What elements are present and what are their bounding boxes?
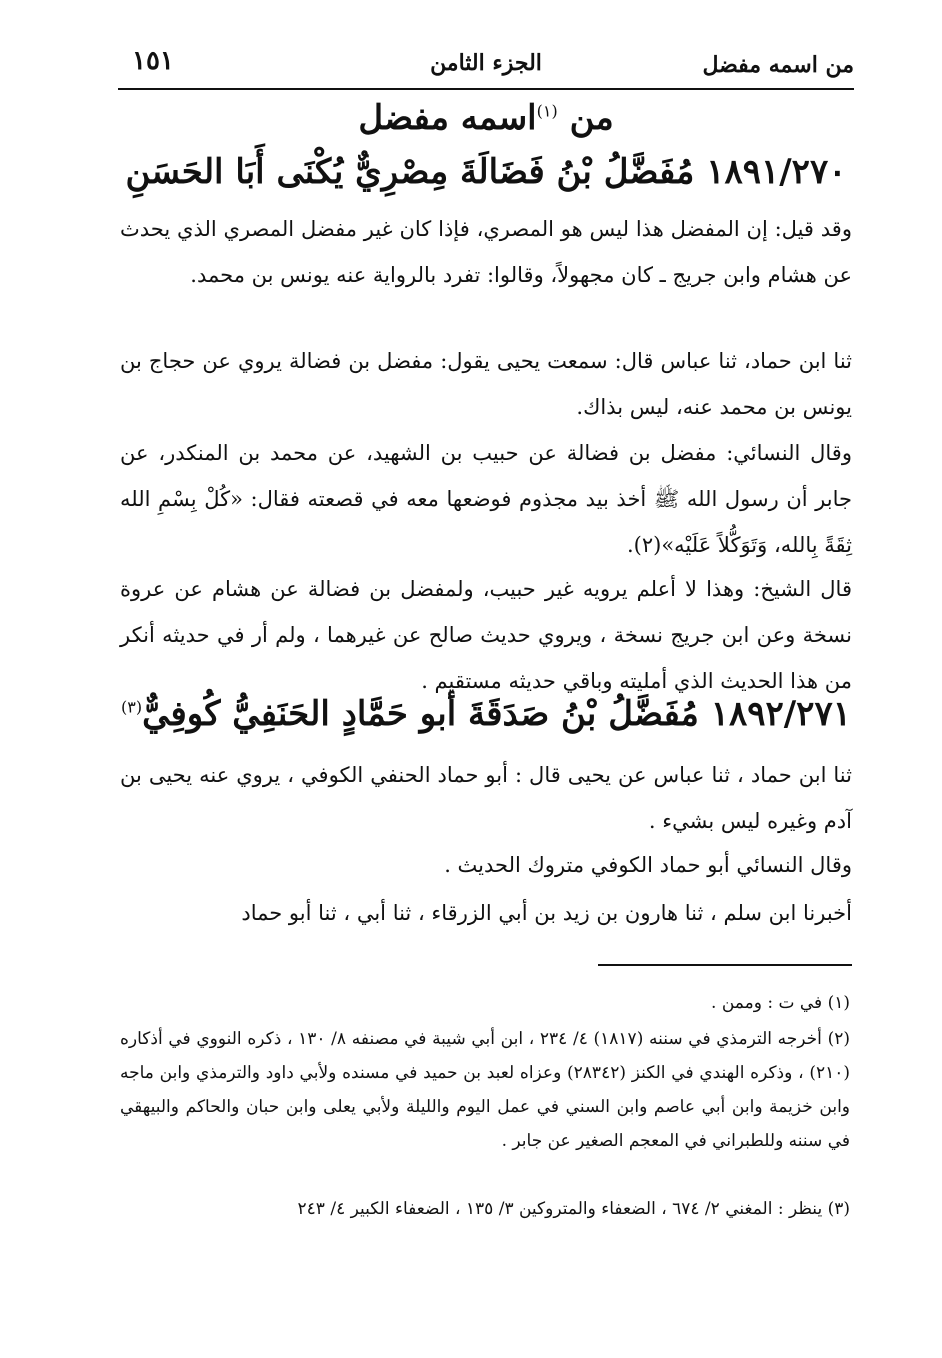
entry-title-1892-text: ١٨٩٢/٢٧١ مُفَضَّلُ بْنُ صَدَقَةَ أبو حَمَّادٍ الحَنَفِيُّ كُوفِيٌّ [142,694,851,734]
footnote-separator [598,964,852,966]
footnote-2: (٢) أخرجه الترمذي في سننه (١٨١٧) ٤/ ٢٣٤ ، ابن أبي شيبة في مصنفه ٨/ ١٣٠ ، ذكره النووي في أذكاره (٢١٠) ، وذكره الهندي في الكنز (٢٨٣٤٢) وعزاه لعبد بن حميد في مسنده ولأبي داود والترمذي وابن ماجه وابن خزيمة وابن أبي عاصم وابن السني في عمل اليوم والليلة ولأبي يعلى وابن حبان والحاكم والبيهقي في سننه وللطبراني في المعجم الصغير عن جابر . [120,1029,851,1151]
header-rule [118,88,854,90]
page-number: ١٥١ [132,46,174,76]
paragraph-4: قال الشيخ: وهذا لا أعلم يرويه غير حبيب، ولمفضل بن فضالة عن هشام عن عروة نسخة وعن ابن جريج نسخة ، ويروي حديث صالح عن غيرهما ، ولم أر في حديثه أنكر من هذا الحديث الذي أمليته وباقي حديثه مستقيم . [120,577,852,693]
paragraph-1: وقد قيل: إن المفضل هذا ليس هو المصري، فإذا كان غير مفضل المصري الذي يحدث عن هشام وابن جريج ـ كان مجهولاً، وقالوا: تفرد بالرواية عنه يونس بن محمد. [120,217,852,287]
entry-title-1892 [118,694,854,734]
footnote-1: (١) في ت : وممن . [711,993,850,1013]
paragraph-6: وقال النسائي أبو حماد الكوفي متروك الحديث . [444,853,852,877]
paragraph-5: ثنا ابن حماد ، ثنا عباس عن يحيى قال : أبو حماد الحنفي الكوفي ، يروي عنه يحيى بن آدم وغيره ليس بشيء . [120,763,852,833]
section-title-prefix: من [569,98,614,138]
paragraph-3: وقال النسائي: مفضل بن فضالة عن حبيب بن الشهيد، عن محمد بن المنكدر، عن جابر أن رسول الله ﷺ أخذ بيد مجذوم فوضعها معه في قصعته فقال: «كُلْ بِسْمِ الله ثِقَةً بِالله، وَتَوَكُّلاً عَلَيْه»(٢). [120,441,852,557]
footnote-3: (٣) ينظر : المغني ٢/ ٦٧٤ ، الضعفاء والمتروكين ٣/ ١٣٥ ، الضعفاء الكبير ٤/ ٢٤٣ [297,1199,850,1219]
paragraph-7: أخبرنا ابن سلم ، ثنا هارون بن زيد بن أبي الزرقاء ، ثنا أبي ، ثنا أبو حماد [241,901,852,925]
part-label: الجزء الثامن [430,50,542,76]
footnote-ref-1: (١) [536,101,558,121]
section-title-text: اسمه مفضل [358,98,537,138]
paragraph-2: ثنا ابن حماد، ثنا عباس قال: سمعت يحيى يقول: مفضل بن فضالة يروي عن حجاج بن يونس بن محمد عنه، ليس بذاك. [120,349,852,419]
footnote-ref-3: (٣) [121,697,143,717]
page-header [118,40,854,90]
section-title [118,98,854,138]
running-title: من اسمه مفضل [702,52,854,78]
entry-title-1891: ١٨٩١/٢٧٠ مُفَضَّلُ بْنُ فَضَالَةَ مِصْرِيٌّ يُكْنَى أَبَا الحَسَنِ [125,152,847,192]
